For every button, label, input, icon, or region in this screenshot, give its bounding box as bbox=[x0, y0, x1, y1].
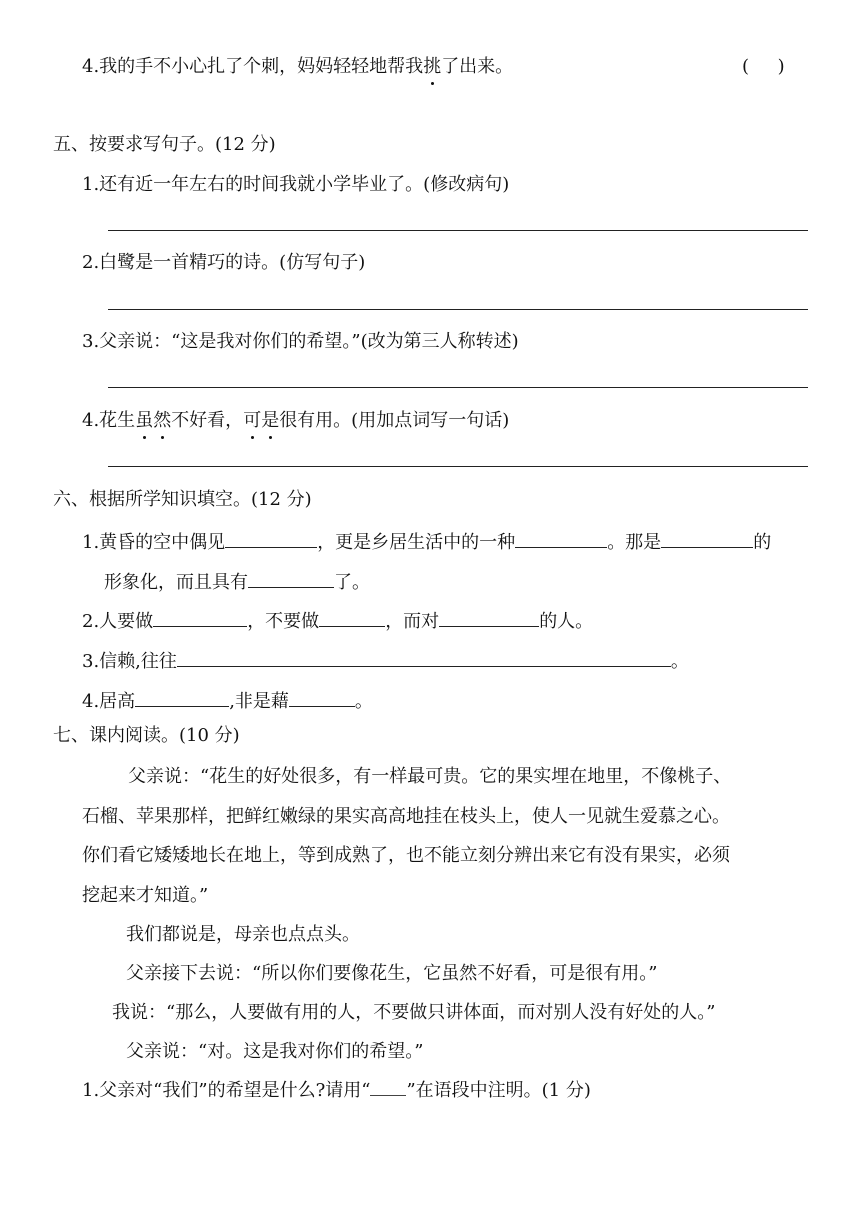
reading-p1-line2: 石榴、苹果那样，把鲜红嫩绿的果实高高地挂在枝头上，使人一见就生爱慕之心。 bbox=[82, 806, 730, 827]
reading-p5: 父亲说：“对。这是我对你们的希望。” bbox=[126, 1041, 424, 1062]
fill-blank[interactable] bbox=[319, 606, 385, 627]
fill-blank[interactable] bbox=[661, 527, 753, 548]
section-6-title: 六、根据所学知识填空。(12 分) bbox=[53, 489, 312, 510]
section-5-title: 五、按要求写句子。(12 分) bbox=[53, 134, 276, 155]
fill-blank[interactable] bbox=[153, 606, 247, 627]
question-4-4: 4.我的手不小心扎了个刺，妈妈轻轻地帮我挑了出来。 bbox=[82, 56, 514, 77]
fill-blank[interactable] bbox=[135, 686, 229, 707]
sec6-item-2: 2.人要做 ，不要做 ，而对 的人。 bbox=[82, 606, 593, 634]
sec6-item-1-cont: 形象化，而且具有 了。 bbox=[104, 567, 370, 595]
underline-sample bbox=[370, 1079, 406, 1096]
sec5-item-2: 2.白鹭是一首精巧的诗。(仿写句子) bbox=[82, 252, 366, 273]
sec5-item-4: 4.花生虽然不好看，可是很有用。(用加点词写一句话) bbox=[82, 410, 510, 431]
dotted-char: 挑 bbox=[423, 56, 442, 77]
reading-p3: 父亲接下去说：“所以你们要像花生，它虽然不好看，可是很有用。” bbox=[126, 963, 658, 984]
sec6-item-3: 3.信赖,往往 。 bbox=[82, 646, 689, 674]
fill-blank[interactable] bbox=[439, 606, 539, 627]
answer-line-3[interactable] bbox=[108, 387, 808, 388]
fill-blank[interactable] bbox=[289, 686, 355, 707]
reading-p2: 我们都说是，母亲也点点头。 bbox=[126, 924, 360, 945]
sec6-item-1: 1.黄昏的空中偶见 ，更是乡居生活中的一种 。那是 的 bbox=[82, 527, 771, 555]
answer-line-1[interactable] bbox=[108, 230, 808, 231]
answer-line-2[interactable] bbox=[108, 309, 808, 310]
dotted-char: 可 bbox=[243, 410, 262, 431]
reading-p1-line3: 你们看它矮矮地长在地上，等到成熟了，也不能立刻分辨出来它有没有果实，必须 bbox=[82, 845, 730, 866]
answer-paren[interactable]: ( ) bbox=[742, 56, 785, 77]
sec7-question-1: 1.父亲对“我们”的希望是什么?请用“ ”在语段中注明。(1 分) bbox=[82, 1080, 591, 1101]
sec5-item-3: 3.父亲说：“这是我对你们的希望。”(改为第三人称转述) bbox=[82, 331, 519, 352]
answer-line-4[interactable] bbox=[108, 466, 808, 467]
section-7-title: 七、课内阅读。(10 分) bbox=[53, 725, 240, 746]
sec5-item-1: 1.还有近一年左右的时间我就小学毕业了。(修改病句) bbox=[82, 174, 510, 195]
sec6-item-4: 4.居高 ,非是藉 。 bbox=[82, 686, 373, 714]
dotted-char: 然 bbox=[153, 410, 172, 431]
fill-blank[interactable] bbox=[225, 527, 317, 548]
dotted-char: 虽 bbox=[135, 410, 154, 431]
fill-blank[interactable] bbox=[177, 646, 671, 667]
fill-blank[interactable] bbox=[515, 527, 607, 548]
reading-p1-line1: 父亲说：“花生的好处很多，有一样最可贵。它的果实埋在地里，不像桃子、 bbox=[128, 766, 732, 787]
reading-p1-line4: 挖起来才知道。” bbox=[82, 885, 209, 906]
dotted-char: 是 bbox=[261, 410, 280, 431]
reading-p4: 我说：“那么，人要做有用的人，不要做只讲体面，而对别人没有好处的人。” bbox=[112, 1002, 716, 1023]
fill-blank[interactable] bbox=[248, 567, 334, 588]
